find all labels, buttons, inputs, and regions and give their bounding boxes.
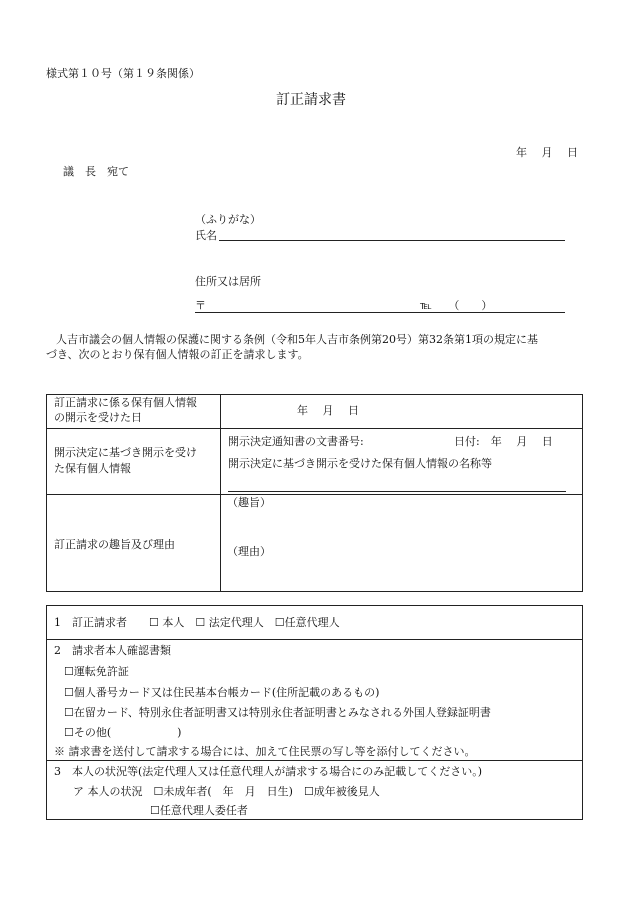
furigana-label: （ふりがな） — [195, 213, 261, 226]
id-doc-residence-card[interactable]: ☐在留カード、特別永住者証明書又は特別永住者証明書とみなされる外国人登録証明書 — [64, 706, 491, 719]
addressee: 議 長 宛て — [63, 165, 129, 178]
table-divider — [47, 428, 582, 429]
row1-label-line1: 訂正請求に係る保有個人情報 — [54, 396, 197, 409]
disclosed-info-input-line[interactable] — [228, 491, 566, 492]
form-number: 様式第１０号（第１９条関係） — [46, 67, 200, 80]
row1-label-line2: の開示を受けた日 — [54, 411, 142, 424]
requester-type-line[interactable]: 1 訂正請求者 ☐ 本人 ☐ 法定代理人 ☐任意代理人 — [54, 616, 340, 629]
purpose-field[interactable]: （趣旨） — [227, 496, 271, 509]
status-line1[interactable]: ア 本人の状況 ☐未成年者( 年 月 日生) ☐成年被後見人 — [73, 785, 380, 798]
table-column-divider — [220, 395, 221, 592]
name-input-line[interactable] — [219, 240, 565, 241]
id-docs-note: ※ 請求書を送付して請求する場合には、加えて住民票の写し等を添付してください。 — [54, 745, 476, 758]
disclosed-info-name-field[interactable]: 開示決定に基づき開示を受けた保有個人情報の名称等 — [228, 457, 492, 470]
id-docs-heading: 2 請求者本人確認書類 — [54, 644, 171, 657]
postal-mark: 〒 — [195, 299, 206, 312]
notice-date-field[interactable]: 日付: 年 月 日 — [454, 435, 553, 448]
request-details-table — [46, 394, 583, 592]
row2-label-line1: 開示決定に基づき開示を受け — [54, 446, 197, 459]
tel-label: ℡ （ ） — [420, 299, 493, 312]
reason-field[interactable]: （理由） — [227, 545, 271, 558]
row1-date-value[interactable]: 年 月 日 — [297, 404, 359, 417]
id-doc-drivers-license[interactable]: ☐運転免許証 — [64, 665, 129, 678]
name-label: 氏名 — [195, 229, 217, 242]
notice-number-field[interactable]: 開示決定通知書の文書番号: — [228, 435, 364, 448]
status-line2[interactable]: ☐任意代理人委任者 — [150, 804, 248, 817]
date-line[interactable]: 年 月 日 — [516, 146, 578, 159]
address-label: 住所又は居所 — [195, 275, 261, 288]
intro-text-line1: 人吉市議会の個人情報の保護に関する条例（令和5年人吉市条例第20号）第32条第1項の規定に基 — [56, 333, 538, 346]
page-title: 訂正請求書 — [276, 92, 346, 108]
id-doc-other[interactable]: ☐その他( ) — [64, 726, 182, 739]
address-input-line[interactable] — [195, 312, 565, 313]
table-divider — [47, 760, 582, 761]
row3-label: 訂正請求の趣旨及び理由 — [54, 538, 175, 551]
requester-info-table — [46, 605, 583, 820]
table-divider — [47, 639, 582, 640]
id-doc-my-number-card[interactable]: ☐個人番号カード又は住民基本台帳カード(住所記載のあるもの) — [64, 686, 380, 699]
row2-label-line2: た保有個人情報 — [54, 462, 131, 475]
status-heading: 3 本人の状況等(法定代理人又は任意代理人が請求する場合にのみ記載してください。) — [54, 765, 483, 778]
intro-text-line2: づき、次のとおり保有個人情報の訂正を請求します。 — [46, 348, 309, 361]
table-divider — [47, 494, 582, 495]
